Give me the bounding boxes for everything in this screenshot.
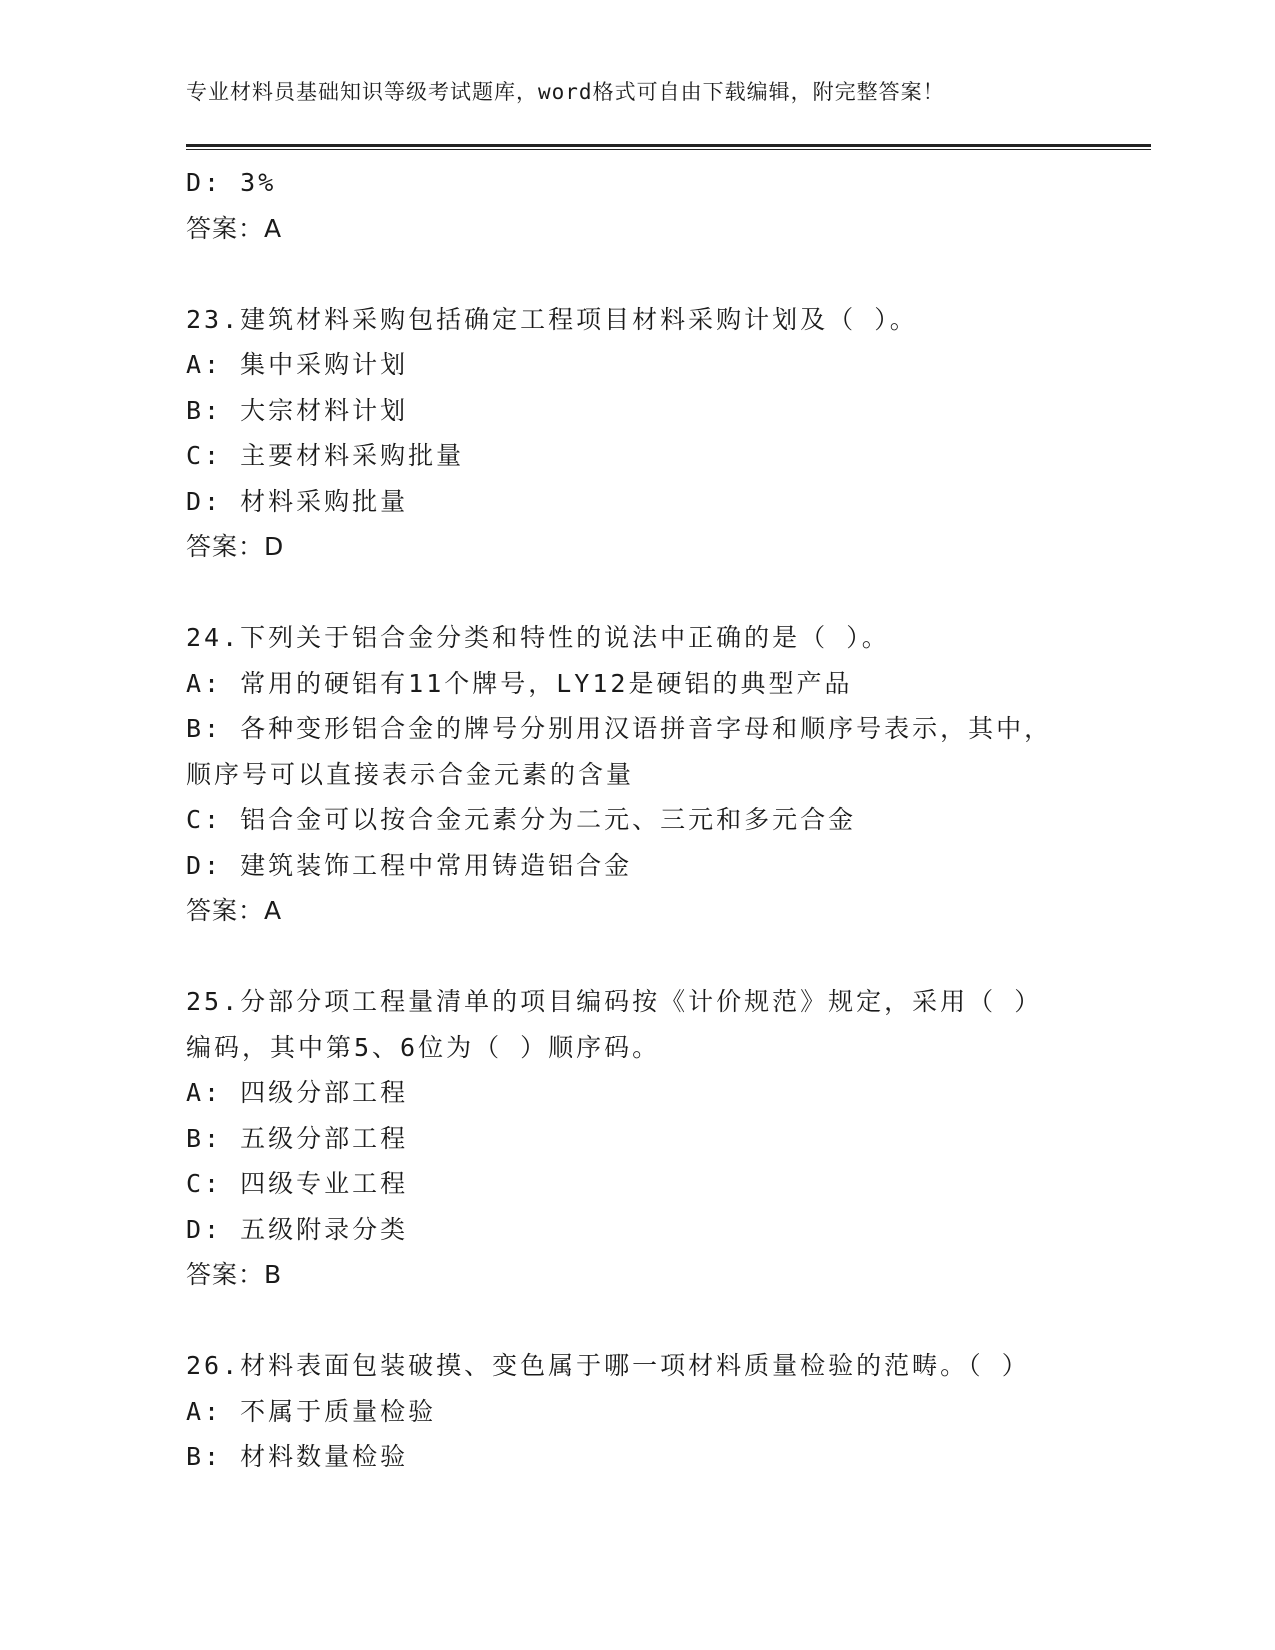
- option-a: A: 集中采购计划: [186, 350, 409, 379]
- question-text: 23.建筑材料采购包括确定工程项目材料采购计划及（ ）。: [186, 304, 918, 334]
- header-rule-thick: [186, 144, 1151, 147]
- option-b: B: 五级分部工程: [186, 1123, 409, 1153]
- option-c: C: 四级专业工程: [186, 1169, 409, 1198]
- option-c: C: 铝合金可以按合金元素分为二元、三元和多元合金: [186, 805, 857, 834]
- option-d: D: 材料采购批量: [186, 486, 409, 516]
- question-block: [186, 615, 1086, 934]
- answer-line: 答案：D: [186, 532, 285, 561]
- option-d: D: 3%: [186, 168, 277, 197]
- question-block: [186, 979, 1086, 1298]
- spacer: [186, 1298, 1086, 1344]
- option-b: B: 材料数量检验: [186, 1442, 409, 1471]
- spacer: [186, 570, 1086, 616]
- option-a: A: 常用的硬铝有11个牌号，LY12是硬铝的典型产品: [186, 668, 853, 698]
- spacer: [186, 251, 1086, 297]
- option-b: B: 各种变形铝合金的牌号分别用汉语拼音字母和顺序号表示，其中，: [186, 714, 1053, 743]
- option-d: D: 五级附录分类: [186, 1214, 409, 1244]
- answer-line: 答案：A: [186, 213, 283, 243]
- answer-line: 答案：B: [186, 1260, 283, 1289]
- page-header: 专业材料员基础知识等级考试题库，word格式可自由下载编辑，附完整答案！: [186, 80, 945, 104]
- question-block: [186, 1343, 1086, 1480]
- option-d: D: 建筑装饰工程中常用铸造铝合金: [186, 850, 633, 880]
- header-rule-thin: [186, 149, 1151, 150]
- answer-line: 答案：A: [186, 896, 283, 925]
- option-a: A: 四级分部工程: [186, 1078, 409, 1107]
- question-block: [186, 297, 1086, 570]
- question-text: 25.分部分项工程量清单的项目编码按《计价规范》规定，采用（ ）: [186, 987, 1043, 1016]
- option-c: C: 主要材料采购批量: [186, 441, 465, 470]
- option-b: B: 大宗材料计划: [186, 395, 409, 425]
- question-text: 24.下列关于铝合金分类和特性的说法中正确的是（ ）。: [186, 623, 890, 652]
- question-text: 26.材料表面包装破摸、变色属于哪一项材料质量检验的范畴。（ ）: [186, 1351, 1030, 1380]
- option-a: A: 不属于质量检验: [186, 1396, 437, 1426]
- question-text-continued: 编码，其中第5、6位为（ ）顺序码。: [186, 1032, 661, 1062]
- question-list: [186, 160, 1086, 1480]
- spacer: [186, 934, 1086, 980]
- option-b-continued: 顺序号可以直接表示合金元素的含量: [186, 759, 635, 789]
